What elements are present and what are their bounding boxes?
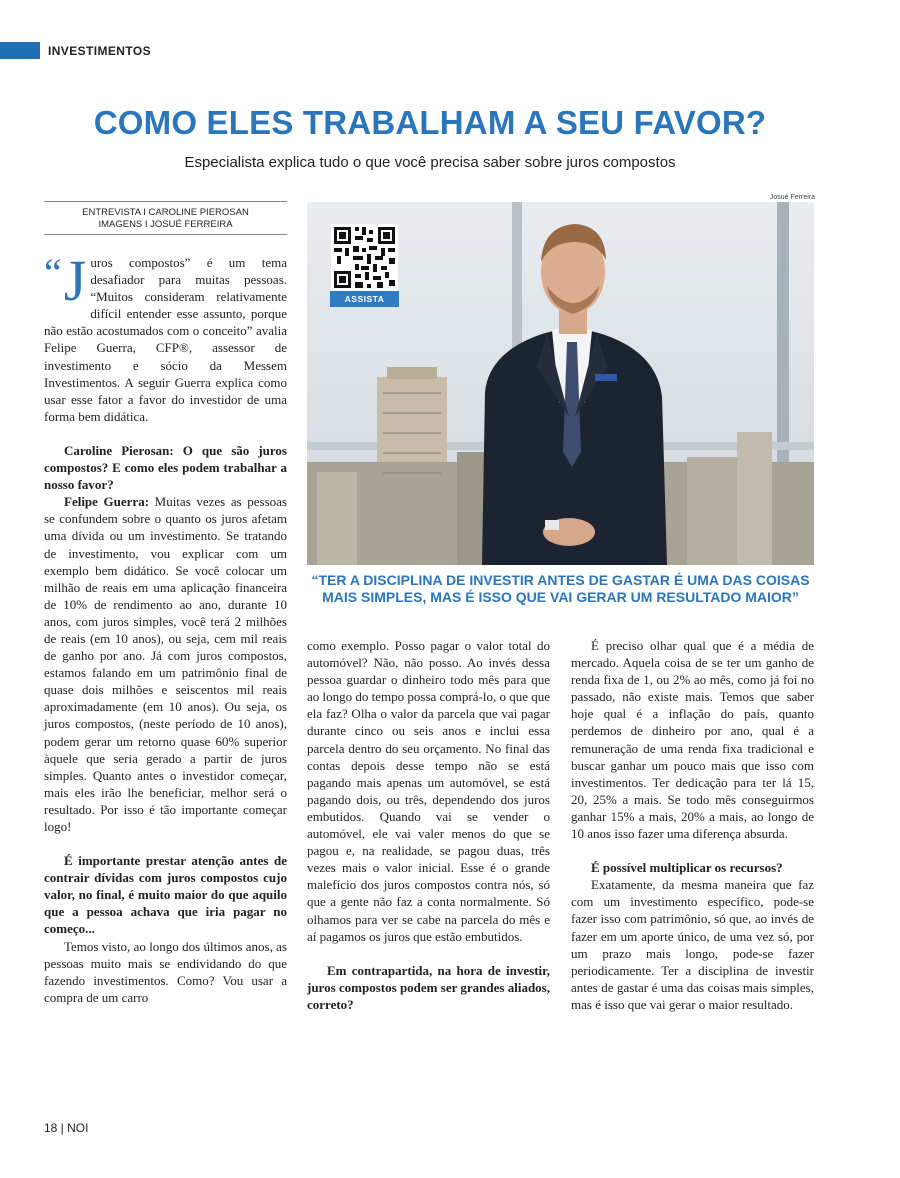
lead-text: uros compostos” é um tema desafiador para muitas pessoas. “Muitos consideram relativamente difícil entender esse assunto, porque não estão acostumados com o conceito” avalia Felipe Guerra, CFP®, assessor de investimento e sócio da Messem Investimentos. A seguir Guerra explica como usar esse fator a favor do investidor de uma forma bem didática. xyxy=(44,255,287,424)
question-3: Em contrapartida, na hora de investir, juros compostos podem ser grandes aliados, correto? xyxy=(307,962,550,1012)
credit-images: IMAGENS I JOSUÉ FERREIRA xyxy=(98,219,233,230)
answer-speaker: Felipe Guerra: xyxy=(64,494,150,510)
article-column-3 xyxy=(571,637,814,1013)
credit-interview: ENTREVISTA I CAROLINE PIEROSAN xyxy=(82,207,249,218)
opening-quote-mark: “ xyxy=(44,250,62,295)
section-label: INVESTIMENTOS xyxy=(48,44,151,58)
question-2: É importante prestar atenção antes de contrair dívidas com juros compostos cujo valor, no final, é muito maior do que aquilo que a pessoa achava que iria pagar no começo... xyxy=(44,853,287,937)
headline: COMO ELES TRABALHAM A SEU FAVOR? xyxy=(93,104,767,141)
article-column-1 xyxy=(44,248,287,1006)
question-1: Caroline Pierosan: O que são juros compostos? E como eles podem trabalhar a nosso favor? xyxy=(44,442,287,493)
article-column-2 xyxy=(307,637,550,1013)
answer-2-part-1: Temos visto, ao longo dos últimos anos, as pessoas muito mais se endividando do que fazendo investimentos. Como? Vou usar a compra de um carro xyxy=(44,938,287,1005)
watch-video-label[interactable]: ASSISTA xyxy=(330,291,399,307)
page-folio: 18 | NOI xyxy=(44,1121,89,1135)
question-4: É possível multiplicar os recursos? xyxy=(591,860,783,876)
section-color-bar xyxy=(0,42,40,59)
qr-code-graphic xyxy=(331,224,398,291)
answer-1: Felipe Guerra: Muitas vezes as pessoas se confundem sobre o quanto os juros afetam uma dívida ou um investimento. Se tratando de investimento, vou explicar com um exemplo bem didático. Se você colocar um milhão de reais em uma aplicação financeira de 10% de rendimento ao ano, durante 10 anos, com juros simples, você terá 2 milhões de reais (em 10 anos), ou seja, cem mil reais de ganho por ano. Já com juros compostos, estamos falando em um patrimônio final de quase dois milhões e seiscentos mil reais aproximadamente (em 10 anos). Ou seja, os juros compostos, (neste período de 10 anos), podem gerar um retorno quase 60% superior àquele que seria gerado a partir de juros simples. Quanto antes o investidor começar, mais eles irão lhe beneficiar, melhor será o resultado. Por isso é tão importante começar logo! xyxy=(44,494,287,834)
answer-3: É preciso olhar qual que é a média de mercado. Aquela coisa de se ter um ganho de renda fixa de 1, ou 2% ao mês, como já foi no passado, não existe mais. Temos que saber hoje qual é a inflação do país, quanto perdemos de dinheiro por ano, qual é a remuneração de uma renda fixa tradicional e buscar ganhar um pouco mais que isso com investimentos. Ter dedicação para ter lá 15, 20, 25% a mais. Se todo mês conseguirmos ganhar 15% a mais, 20% a mais, ao longo de 10 anos isso fazer uma diferença absurda. xyxy=(571,638,814,842)
photo-credit: Josué Ferreira xyxy=(769,194,815,201)
article-credits xyxy=(44,201,287,231)
answer-4: Exatamente, da mesma maneira que faz com um investimento específico, pode-se fazer isso com patrimônio, só que, ao invés de fazer em um aporte único, de uma vez só, por um prazo mais longo, pode-se fazer periodicamente. Ter a disciplina de investir antes de gastar é uma das coisas mais simples, mas é isso que vai gerar o maior resultado. xyxy=(571,877,814,1012)
drop-cap: J xyxy=(63,248,87,313)
answer-2-part-2: como exemplo. Posso pagar o valor total do automóvel? Não, não posso. Ao invés dessa pessoa guardar o dinheiro todo mês para que ao longo do tempo possa comprá-lo, o que que ela faz? Olha o valor da parcela que vai pagar durante cinco ou seis anos e inclui essa parcela dentro do seu orçamento. No final das contas depois desse tempo não se está pagando mais apenas um automóvel, se está pagando dois, ou três, dependendo dos juros embutidos. Quando vai se vender o automóvel, ele vai valer menos do que se pagou e, na realidade, se pagou duas, três vezes mais o valor inicial. Esse é o grande malefício dos juros compostos contra nós, só que a gente não faz a conta normalmente. Só olhamos para ver se cabe na parcela do mês e aí pagamos os juros que estão embutidos. xyxy=(307,638,550,944)
lead-paragraph xyxy=(44,248,287,425)
credits-divider xyxy=(44,234,287,235)
subheadline: Especialista explica tudo o que você precisa saber sobre juros compostos xyxy=(184,154,676,171)
pull-quote: “TER A DISCIPLINA DE INVESTIR ANTES DE GASTAR É UMA DAS COISAS MAIS SIMPLES, MAS É ISSO QUE VAI GERAR UM RESULTADO MAIOR” xyxy=(311,572,810,605)
qr-code-icon[interactable] xyxy=(331,224,398,291)
